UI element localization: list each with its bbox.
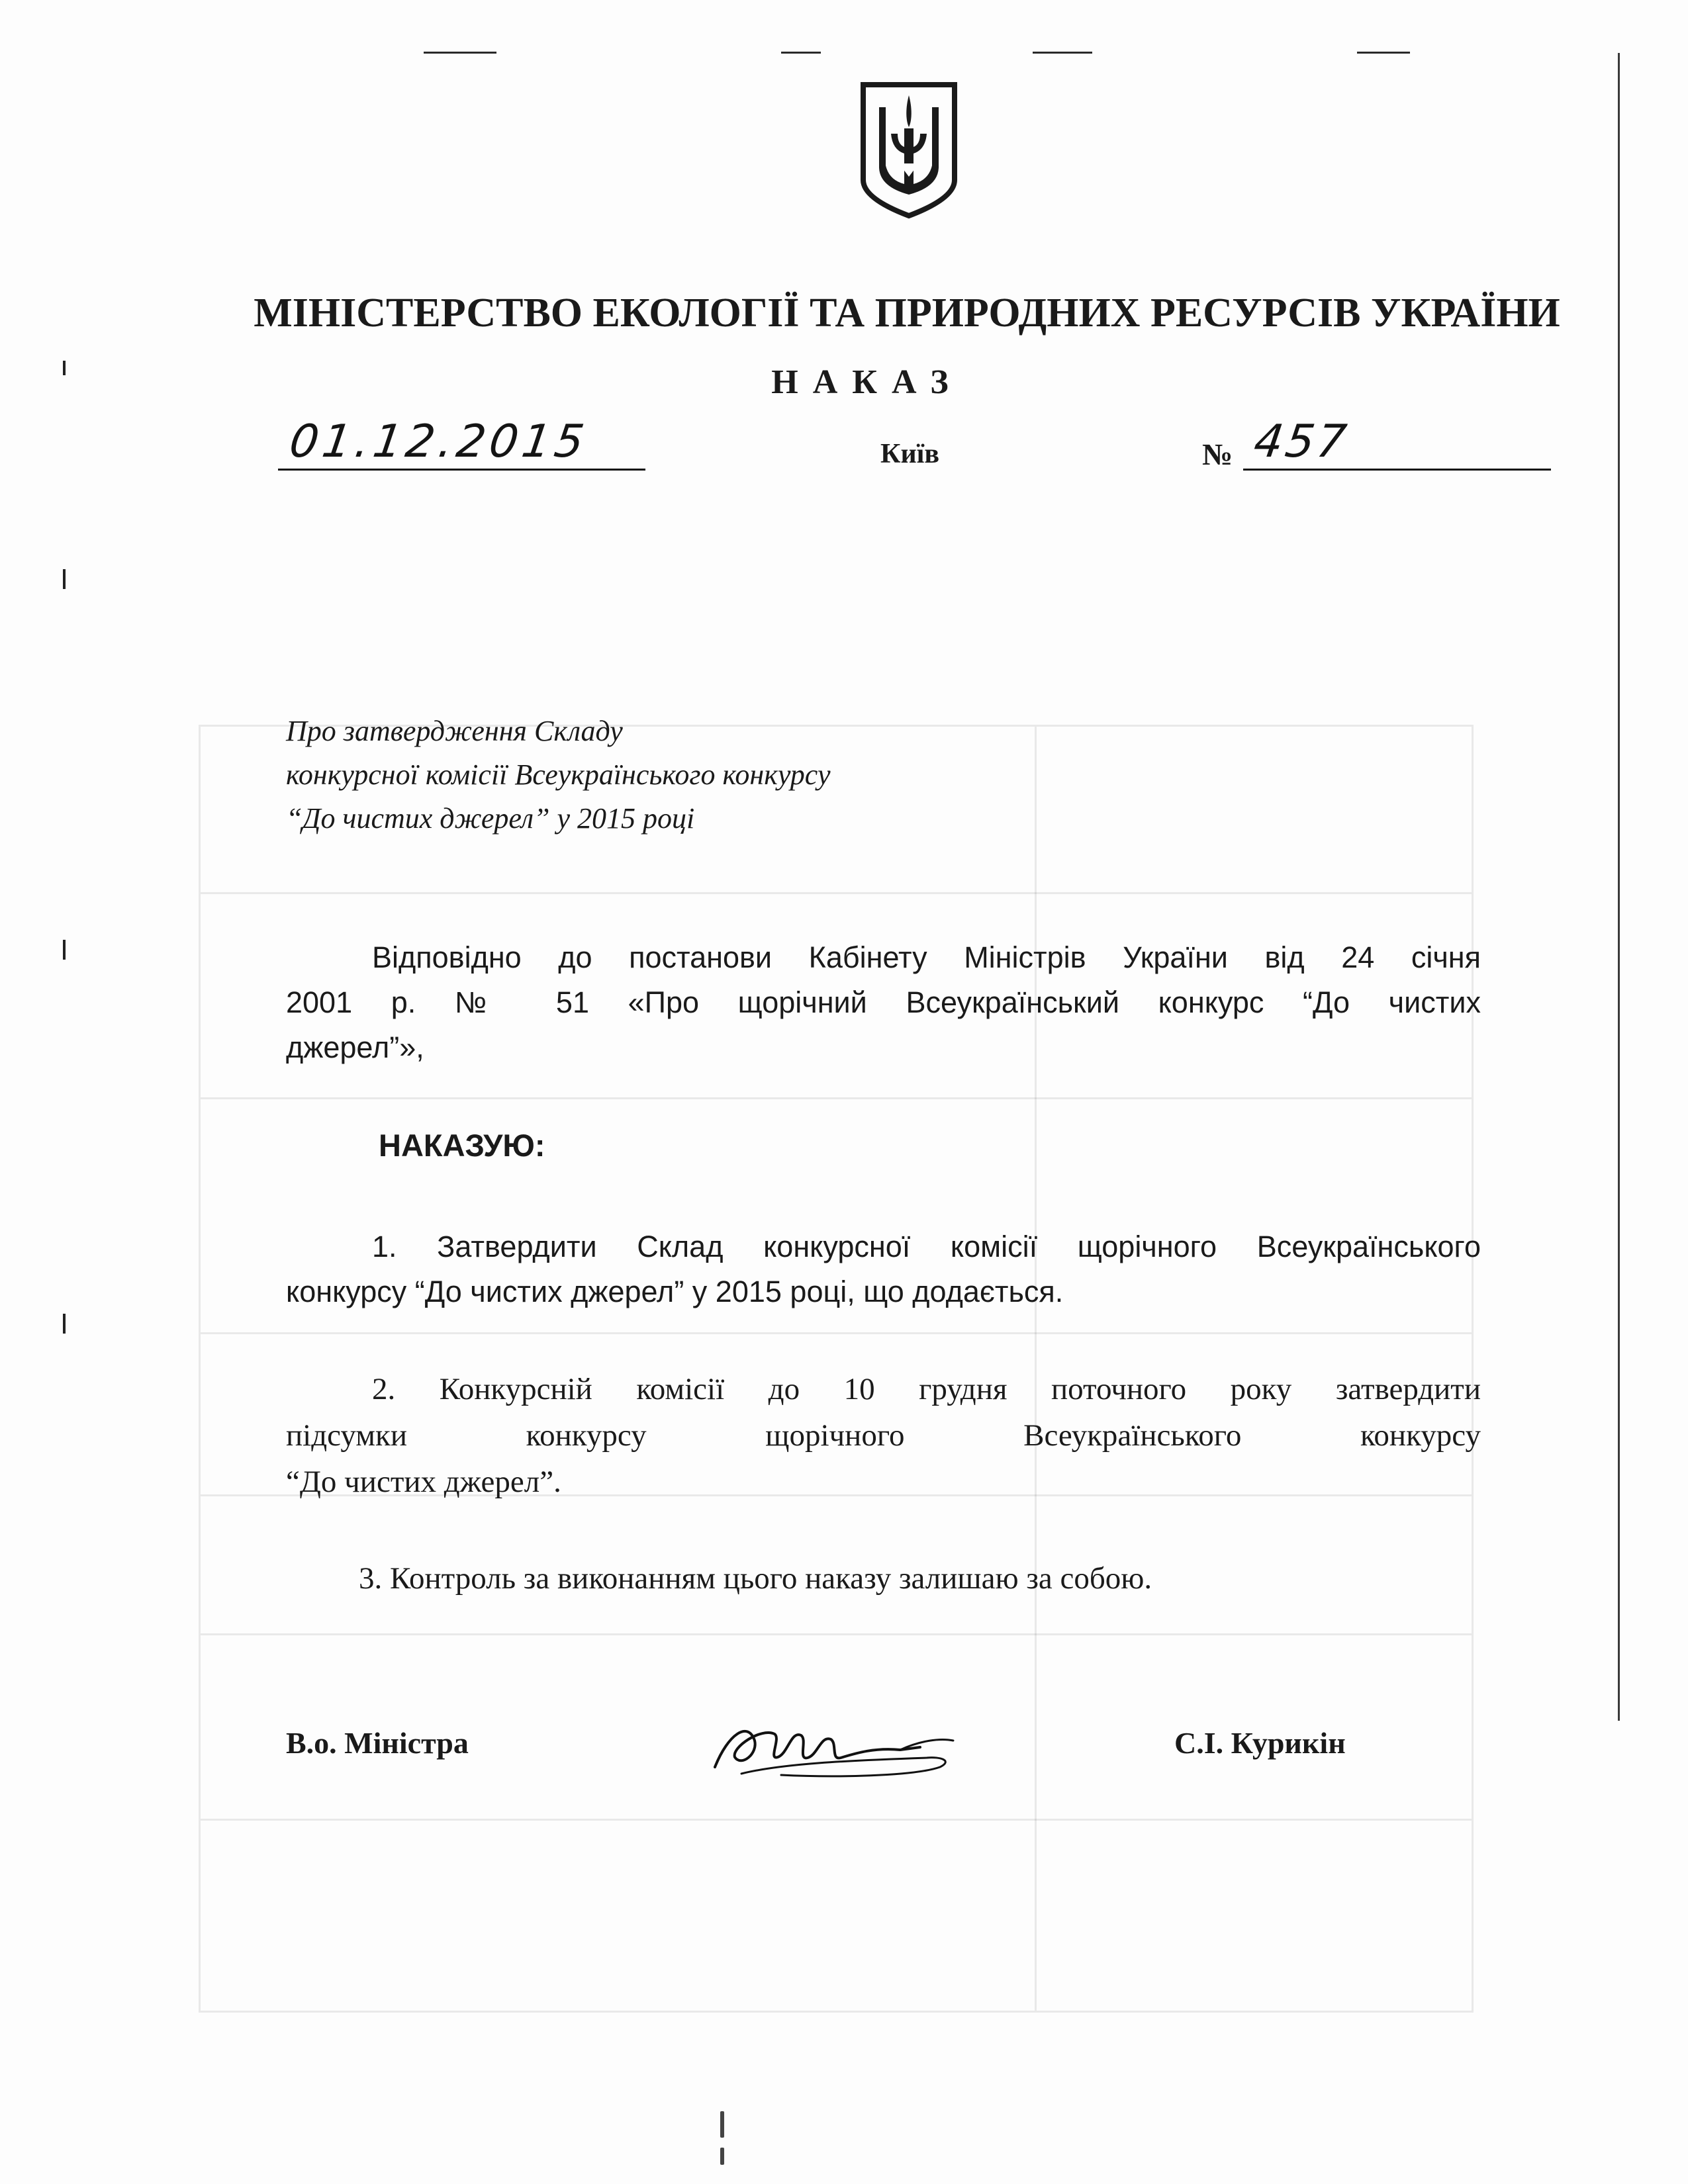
scan-margin-tick xyxy=(63,940,66,960)
order-date: 01.12.2015 xyxy=(286,416,591,468)
signatory-name: С.І. Курикін xyxy=(1174,1726,1346,1760)
number-label: № xyxy=(1202,437,1233,471)
order-item-1 xyxy=(286,1224,1481,1314)
subject-line: “До чистих джерел” у 2015 році xyxy=(286,802,695,835)
subject-line: конкурсної комісії Всеукраїнського конкурсу xyxy=(286,758,831,791)
scan-margin-tick xyxy=(63,569,66,589)
scan-speck xyxy=(720,2148,724,2165)
scan-margin-tick xyxy=(63,1314,66,1334)
city: Київ xyxy=(880,439,940,469)
item-line: 2. Конкурсній комісії до 10 грудня поточного року затвердити xyxy=(372,1372,1481,1406)
order-heading: НАКАЗУЮ: xyxy=(379,1128,545,1163)
document-type: НАКАЗ xyxy=(771,363,963,401)
preamble-line: джерел”», xyxy=(286,1030,424,1064)
preamble-line: 2001 р. № 51 «Про щорічний Всеукраїнський конкурс “До чистих xyxy=(286,985,1481,1019)
item-line: підсумки конкурсу щорічного Всеукраїнського конкурсу xyxy=(286,1418,1481,1453)
scan-top-mark xyxy=(424,52,496,54)
preamble-line: Відповідно до постанови Кабінету Міністрів України від 24 січня xyxy=(372,940,1481,974)
coat-of-arms-icon xyxy=(859,81,959,220)
scan-speck xyxy=(720,2111,724,2138)
signatory-position: В.о. Міністра xyxy=(286,1726,469,1760)
scan-margin-tick xyxy=(63,361,66,375)
date-underline xyxy=(278,469,645,471)
order-item-2 xyxy=(286,1366,1481,1505)
item-line: 3. Контроль за виконанням цього наказу залишаю за собою. xyxy=(359,1561,1152,1596)
scan-top-mark xyxy=(1033,52,1092,54)
ministry-title: МІНІСТЕРСТВО ЕКОЛОГІЇ ТА ПРИРОДНИХ РЕСУРСІВ УКРАЇНИ xyxy=(254,291,1560,336)
subject-line: Про затвердження Складу xyxy=(286,715,623,747)
order-number: 457 xyxy=(1250,416,1352,468)
item-line: 1. Затвердити Склад конкурсної комісії щорічного Всеукраїнського xyxy=(372,1230,1481,1263)
scan-edge-line xyxy=(1618,53,1620,1721)
order-item-3 xyxy=(286,1555,1481,1602)
order-subject xyxy=(286,709,831,841)
handwritten-signature xyxy=(702,1694,980,1794)
item-line: “До чистих джерел”. xyxy=(286,1465,561,1499)
preamble-paragraph xyxy=(286,935,1481,1070)
item-line: конкурсу “До чистих джерел” у 2015 році, що додається. xyxy=(286,1275,1064,1308)
scan-top-mark xyxy=(1357,52,1410,54)
scan-top-mark xyxy=(781,52,821,54)
number-underline xyxy=(1243,469,1551,471)
